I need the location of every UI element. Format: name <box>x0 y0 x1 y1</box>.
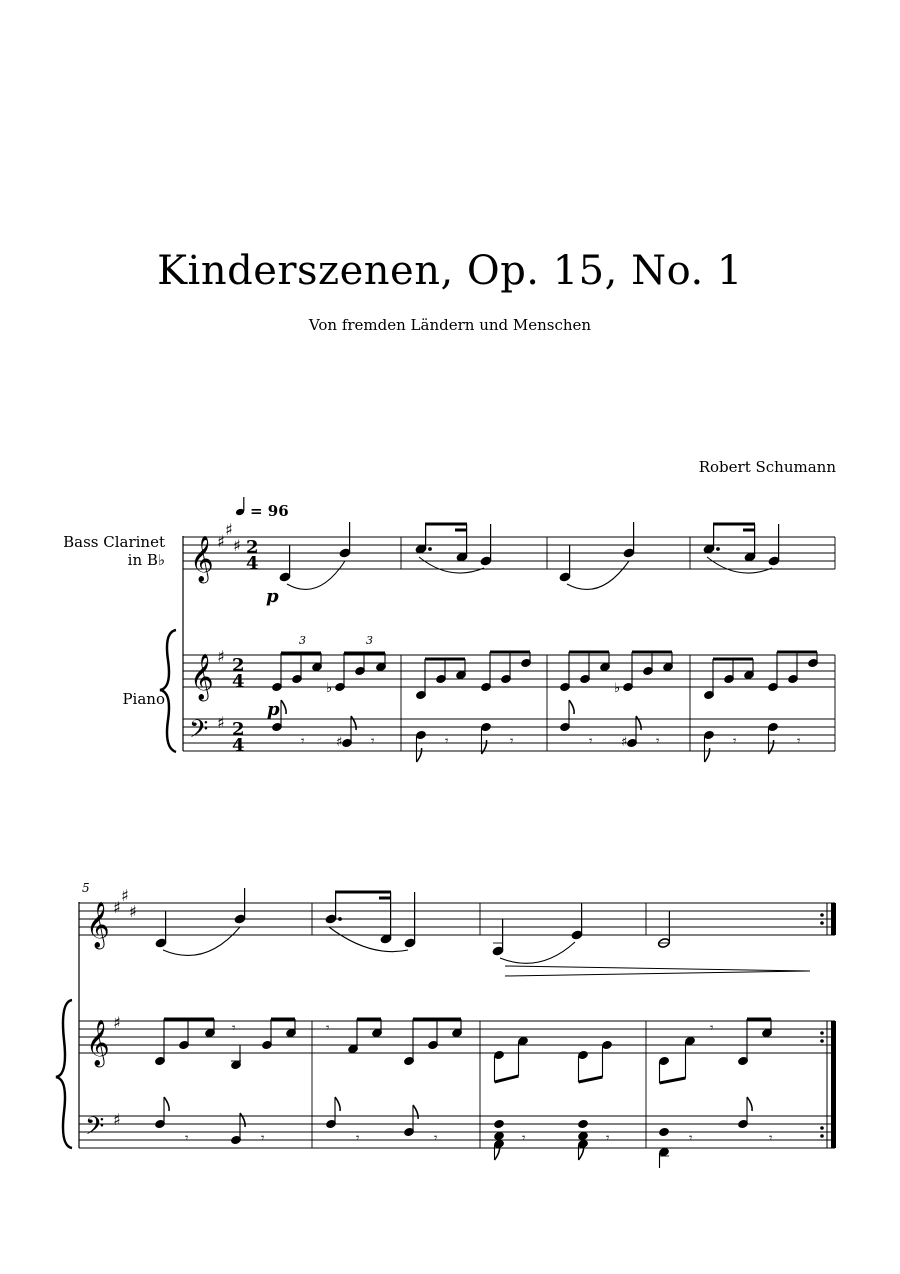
svg-text:4: 4 <box>246 553 259 574</box>
key-signature-one-sharp: ♯ <box>113 1110 121 1129</box>
dynamic-piano-clarinet: p <box>266 586 279 607</box>
piano-treble-notes-system1 <box>272 634 819 700</box>
svg-text:𝄾: 𝄾 <box>606 1131 610 1146</box>
svg-text:𝄾: 𝄾 <box>710 1021 714 1036</box>
svg-text:𝄾: 𝄾 <box>371 734 375 749</box>
svg-text:𝄾: 𝄾 <box>261 1131 265 1146</box>
measure-number: 5 <box>82 881 90 895</box>
tempo-text: = 96 <box>250 502 289 520</box>
instrument-label-line2: in B♭ <box>127 551 165 569</box>
tuplet-number: 3 <box>366 634 373 647</box>
svg-text:♯: ♯ <box>129 902 137 921</box>
piano-bass-notes-system2 <box>155 1097 773 1168</box>
treble-clef-icon: 𝄞 <box>86 1020 110 1066</box>
svg-text:𝄾: 𝄾 <box>445 734 449 749</box>
diminuendo-hairpin <box>505 966 810 976</box>
bass-clef-icon: 𝄢 <box>85 1112 105 1147</box>
treble-clef-icon: 𝄞 <box>190 536 214 582</box>
svg-text:𝄾: 𝄾 <box>185 1131 189 1146</box>
svg-text:𝄾: 𝄾 <box>589 734 593 749</box>
time-signature-piano-treble <box>232 655 245 692</box>
key-signature-three-sharps <box>113 886 137 921</box>
treble-clef-icon: 𝄞 <box>86 902 110 948</box>
piano-brace-icon <box>56 1000 72 1148</box>
svg-text:𝄾: 𝄾 <box>326 1021 330 1036</box>
staff-clarinet-system2 <box>79 903 835 935</box>
svg-text:𝄾: 𝄾 <box>797 734 801 749</box>
svg-text:2: 2 <box>246 537 259 558</box>
score-subtitle: Von fremden Ländern und Menschen <box>308 316 592 334</box>
tuplet-number: 3 <box>299 634 306 647</box>
clarinet-notes-system2 <box>155 888 670 963</box>
svg-text:𝄾: 𝄾 <box>232 1021 236 1036</box>
bass-clef-icon: 𝄢 <box>189 715 209 750</box>
repeat-end-barline-piano <box>820 1021 836 1148</box>
svg-text:𝄾: 𝄾 <box>733 734 737 749</box>
key-signature-three-sharps <box>217 520 241 555</box>
svg-text:♯: ♯ <box>225 520 233 539</box>
instrument-label-line1: Bass Clarinet <box>63 533 165 551</box>
svg-text:♯: ♯ <box>217 532 225 551</box>
svg-text:𝄾: 𝄾 <box>356 1131 360 1146</box>
svg-text:♭: ♭ <box>326 681 333 696</box>
svg-text:4: 4 <box>232 735 245 756</box>
svg-text:♯: ♯ <box>336 735 343 750</box>
svg-text:𝄾: 𝄾 <box>689 1131 693 1146</box>
dynamic-piano-piano: p <box>267 699 280 720</box>
svg-text:𝄾: 𝄾 <box>301 734 305 749</box>
time-signature-clarinet <box>246 537 259 574</box>
instrument-name-piano: Piano <box>122 690 165 708</box>
staff-piano-bass-system2 <box>79 1116 835 1148</box>
score-title: Kinderszenen, Op. 15, No. 1 <box>157 248 743 294</box>
svg-text:𝄾: 𝄾 <box>510 734 514 749</box>
svg-text:2: 2 <box>232 719 245 740</box>
treble-clef-icon: 𝄞 <box>190 654 214 700</box>
svg-text:♯: ♯ <box>233 536 241 555</box>
tempo-marking <box>235 497 289 520</box>
key-signature-one-sharp: ♯ <box>217 647 225 666</box>
svg-text:♯: ♯ <box>621 735 628 750</box>
svg-text:𝄾: 𝄾 <box>656 734 660 749</box>
composer-name: Robert Schumann <box>698 458 836 476</box>
svg-text:𝄾: 𝄾 <box>522 1131 526 1146</box>
svg-text:𝄾: 𝄾 <box>769 1131 773 1146</box>
svg-text:♯: ♯ <box>121 886 129 905</box>
staff-piano-treble-system2 <box>79 1021 835 1148</box>
svg-text:♯: ♯ <box>113 898 121 917</box>
svg-text:♭: ♭ <box>614 681 621 696</box>
svg-text:2: 2 <box>232 655 245 676</box>
piano-brace-icon <box>160 630 176 752</box>
svg-text:4: 4 <box>232 671 245 692</box>
svg-text:𝄾: 𝄾 <box>434 1131 438 1146</box>
key-signature-one-sharp: ♯ <box>113 1013 121 1032</box>
piano-bass-notes-system1 <box>272 700 801 762</box>
key-signature-one-sharp: ♯ <box>217 713 225 732</box>
staff-clarinet-system1 <box>183 537 835 569</box>
time-signature-piano-bass <box>232 719 245 756</box>
clarinet-notes-system1 <box>279 522 780 589</box>
